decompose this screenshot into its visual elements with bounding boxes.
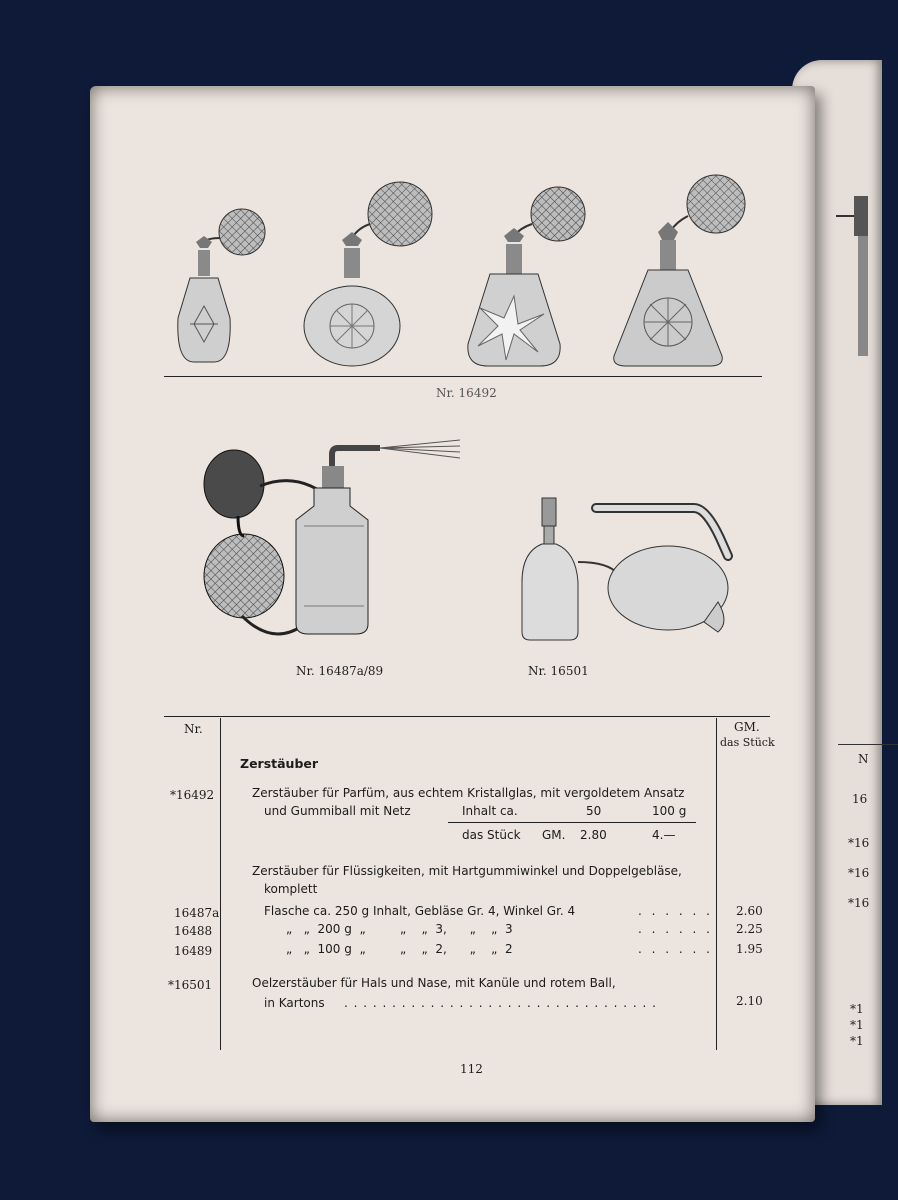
item-price: 2.10 (736, 994, 763, 1008)
atomizer-4 (614, 175, 745, 366)
leader-dots: . . . . . . (638, 904, 713, 918)
item-description: Zerstäuber für Parfüm, aus echtem Kristallglas, mit vergoldetem Ansatz (252, 786, 685, 800)
atomizer-1 (178, 209, 265, 362)
size-value: 100 g (652, 804, 687, 818)
column-header-gm: GM. (734, 720, 760, 734)
caption-16501: Nr. 16501 (528, 664, 589, 678)
perfume-atomizers-illustration (160, 146, 770, 376)
price-label: das Stück (462, 828, 521, 842)
item-number: *16492 (170, 788, 215, 802)
item-description: in Kartons (264, 996, 325, 1010)
leader-dots: . . . . . . . . . . . . . . . . . . . . . . . . . . . . . . . . . (344, 996, 657, 1010)
item-description: Oelzerstäuber für Hals und Nase, mit Kanüle und rotem Ball, (252, 976, 616, 990)
item-price: 1.95 (736, 942, 763, 956)
column-header-nr: Nr. (184, 722, 203, 736)
size-value: 50 (586, 804, 602, 818)
next-page-text: *1 (850, 1018, 864, 1032)
item-description: komplett (264, 882, 318, 896)
item-number: 16488 (174, 924, 213, 938)
caption-16492: Nr. 16492 (436, 386, 497, 400)
next-page-text: N (858, 752, 869, 766)
item-price: 2.25 (736, 922, 763, 936)
next-page-text: *1 (850, 1034, 864, 1048)
item-number: 16487a (174, 906, 220, 920)
table-top-rule (164, 716, 770, 717)
oil-atomizer-illustration (518, 492, 738, 652)
price-value: 2.80 (580, 828, 607, 842)
caption-16487a-89: Nr. 16487a/89 (296, 664, 384, 678)
next-page-rule (838, 744, 898, 745)
leader-dots: . . . . . . (638, 942, 713, 956)
table-column-rule-left (220, 718, 221, 1050)
next-page-text: *1 (850, 1002, 864, 1016)
page-number: 112 (460, 1062, 483, 1076)
item-description: Zerstäuber für Flüssigkeiten, mit Hartgummiwinkel und Doppelgebläse, (252, 864, 682, 878)
atomizer-3 (468, 187, 585, 366)
next-page-text: *16 (848, 896, 870, 910)
figure-divider (164, 376, 762, 377)
atomizer-2 (304, 182, 432, 366)
price-value: 4.— (652, 828, 676, 842)
item-variant: „ „ 200 g „ „ „ 3, „ „ 3 (286, 922, 513, 936)
catalog-page (90, 86, 815, 1122)
double-bulb-sprayer-illustration (194, 426, 474, 656)
subtable-rule (448, 822, 696, 823)
next-page-text: *16 (848, 866, 870, 880)
next-page-figure-fragment (836, 176, 866, 356)
table-column-rule-right (716, 718, 717, 1050)
section-title: Zerstäuber (240, 756, 319, 771)
item-variant: Flasche ca. 250 g Inhalt, Gebläse Gr. 4, Winkel Gr. 4 (264, 904, 576, 918)
item-variant: „ „ 100 g „ „ „ 2, „ „ 2 (286, 942, 513, 956)
column-header-per-piece: das Stück (720, 736, 775, 749)
item-price: 2.60 (736, 904, 763, 918)
size-label: Inhalt ca. (462, 804, 518, 818)
leader-dots: . . . . . . (638, 922, 713, 936)
item-number: *16501 (168, 978, 213, 992)
item-number: 16489 (174, 944, 213, 958)
next-page-text: 16 (852, 792, 868, 806)
next-page-text: *16 (848, 836, 870, 850)
item-description: und Gummiball mit Netz (264, 804, 411, 818)
price-currency: GM. (542, 828, 566, 842)
